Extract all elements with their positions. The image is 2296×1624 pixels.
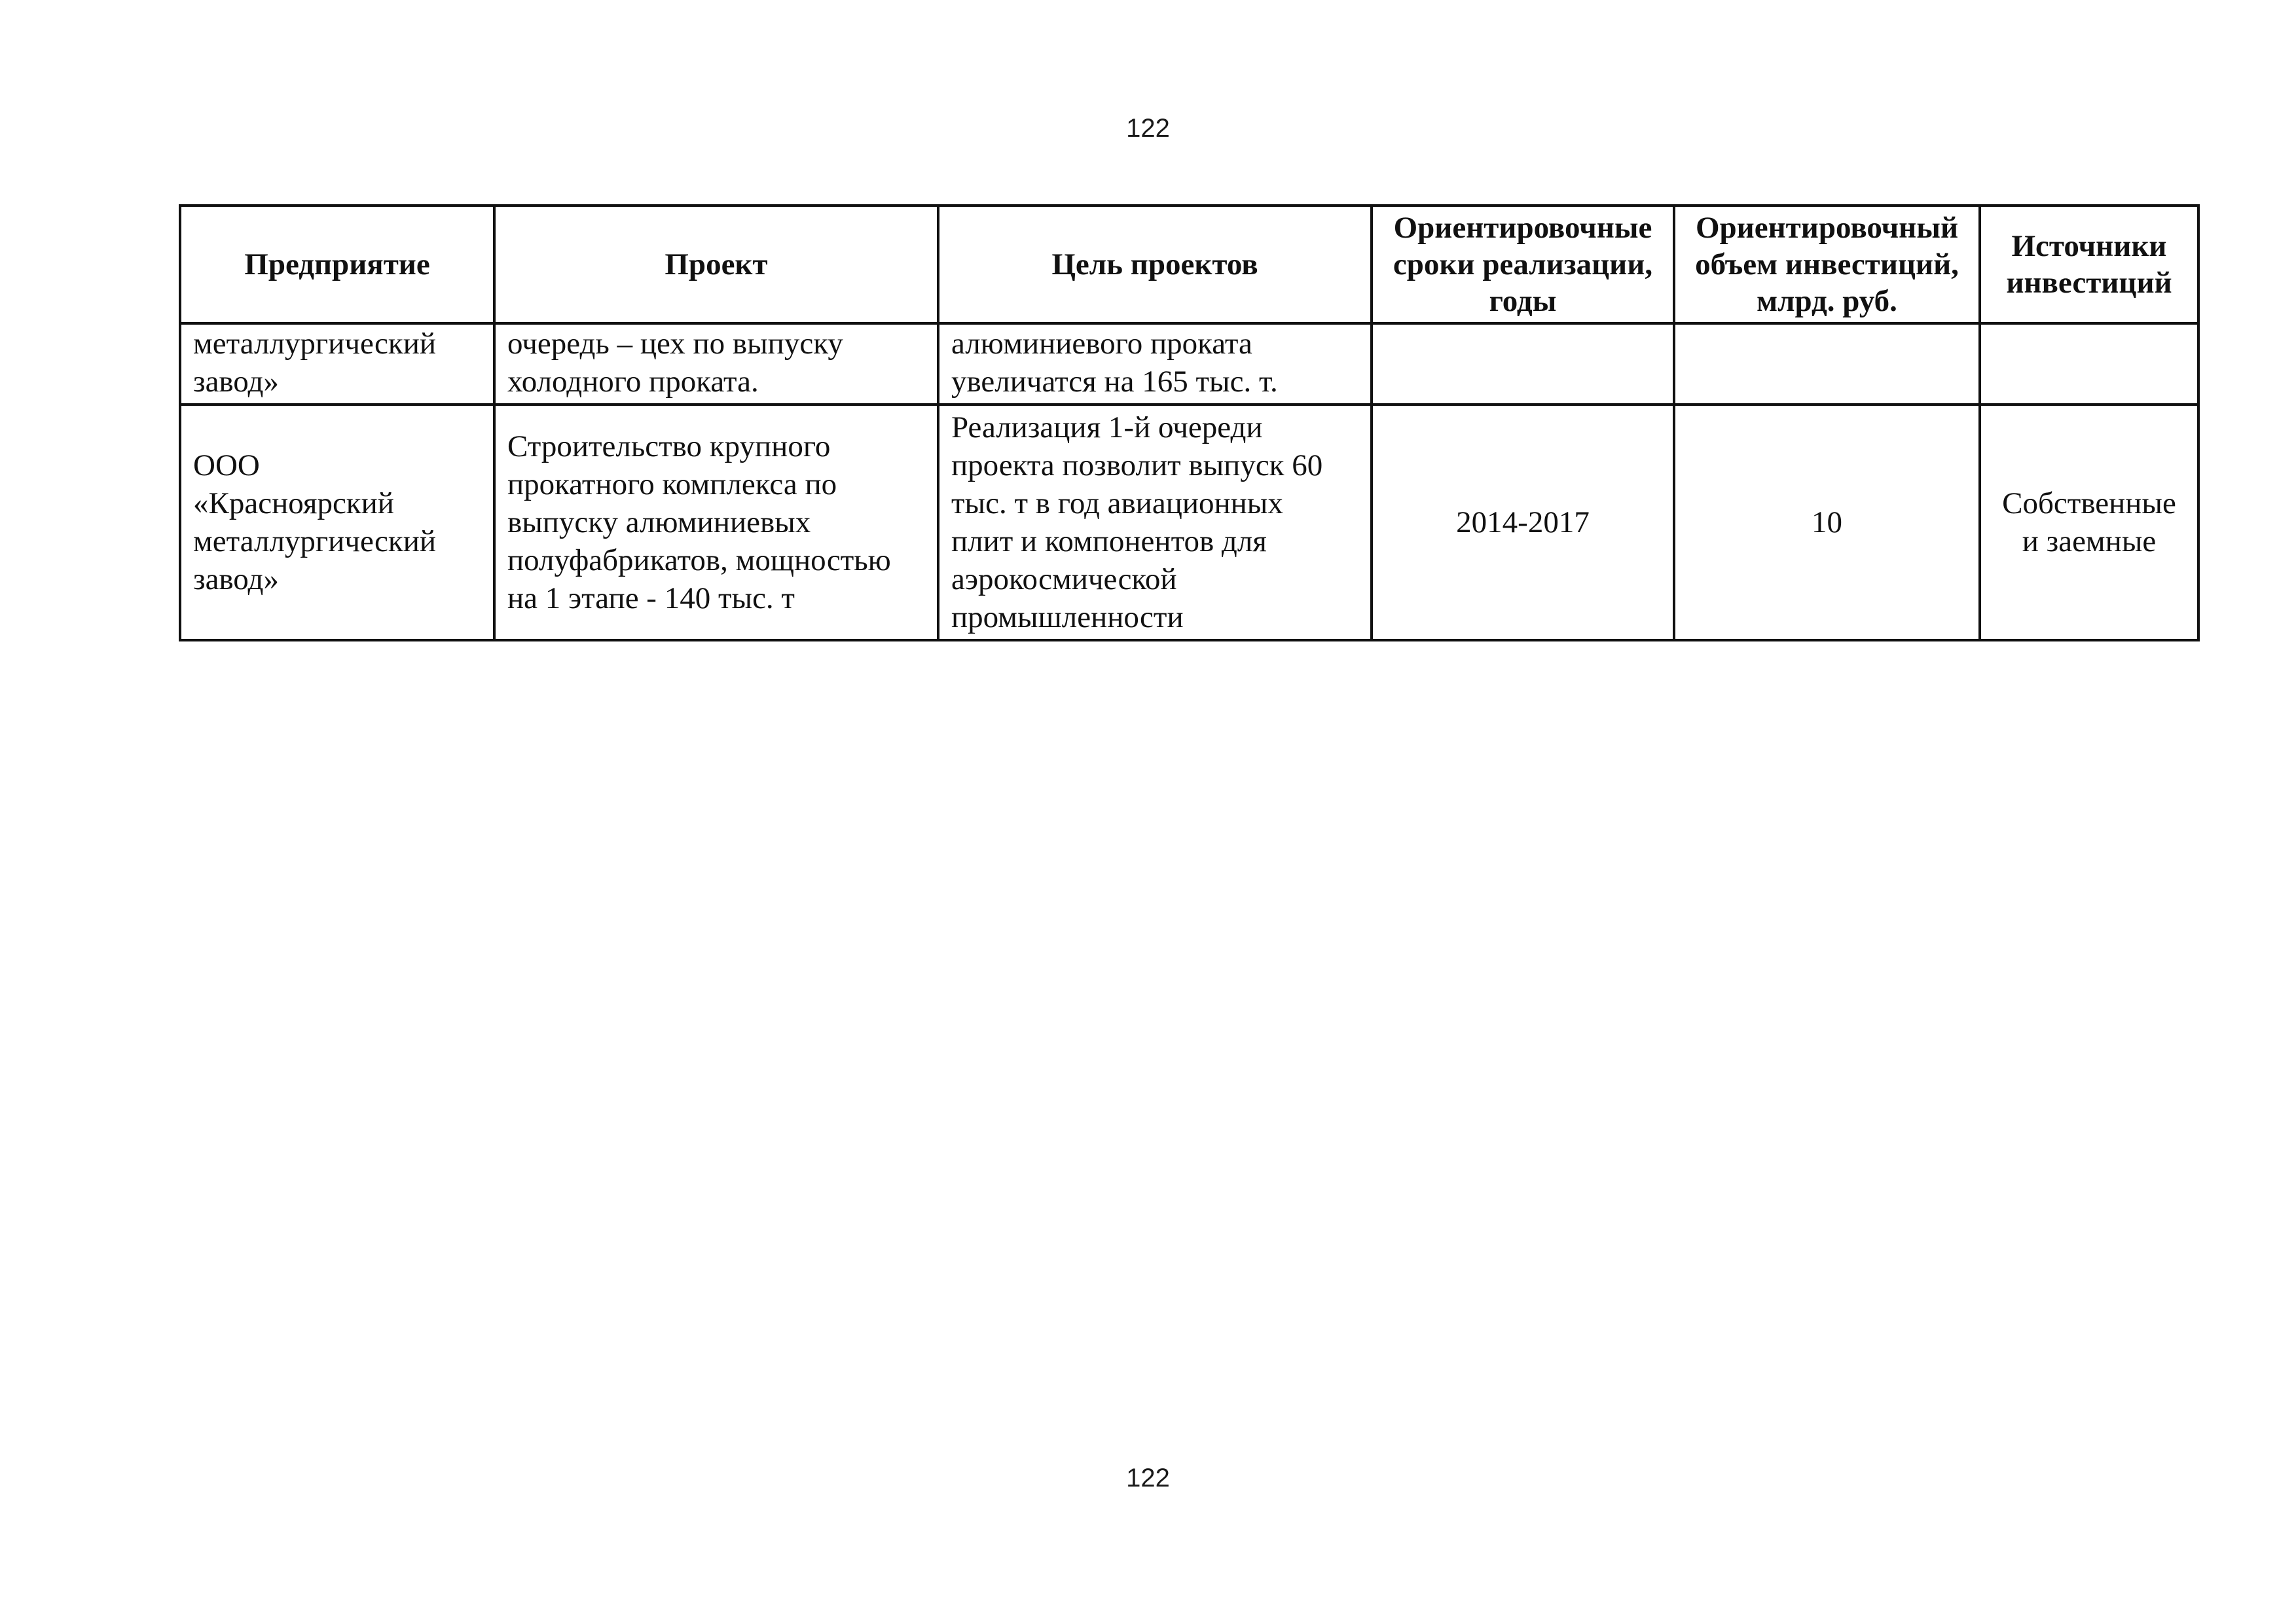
table-header-row [180,206,2198,323]
cell-enterprise: металлургический завод» [180,323,494,405]
cell-timeline: 2014-2017 [1372,405,1674,640]
cell-timeline [1372,323,1674,405]
header-project: Проект [494,206,938,323]
cell-enterprise: ООО «Красноярский металлургический завод» [180,405,494,640]
cell-sources: Собственные и заемные [1980,405,2198,640]
cell-investment [1674,323,1980,405]
header-investment: Ориентировочный объем инвестиций, млрд. руб. [1674,206,1980,323]
header-enterprise: Предприятие [180,206,494,323]
cell-project: очередь – цех по выпуску холодного проката. [494,323,938,405]
cell-sources [1980,323,2198,405]
cell-goal: Реализация 1-й очереди проекта позволит выпуск 60 тыс. т в год авиационных плит и компонентов для аэрокосмической промышленности [938,405,1372,640]
cell-project: Строительство крупного прокатного комплекса по выпуску алюминиевых полуфабрикатов, мощностью на 1 этапе - 140 тыс. т [494,405,938,640]
cell-investment: 10 [1674,405,1980,640]
table-row [180,323,2198,405]
header-goal: Цель проектов [938,206,1372,323]
cell-goal: алюминиевого проката увеличатся на 165 тыс. т. [938,323,1372,405]
page-number-bottom: 122 [1126,1464,1170,1492]
header-timeline: Ориентировочные сроки реализации, годы [1372,206,1674,323]
investment-projects-table [179,204,2200,641]
header-sources: Источники инвестиций [1980,206,2198,323]
page-number-top: 122 [1126,114,1170,143]
table-row [180,405,2198,640]
